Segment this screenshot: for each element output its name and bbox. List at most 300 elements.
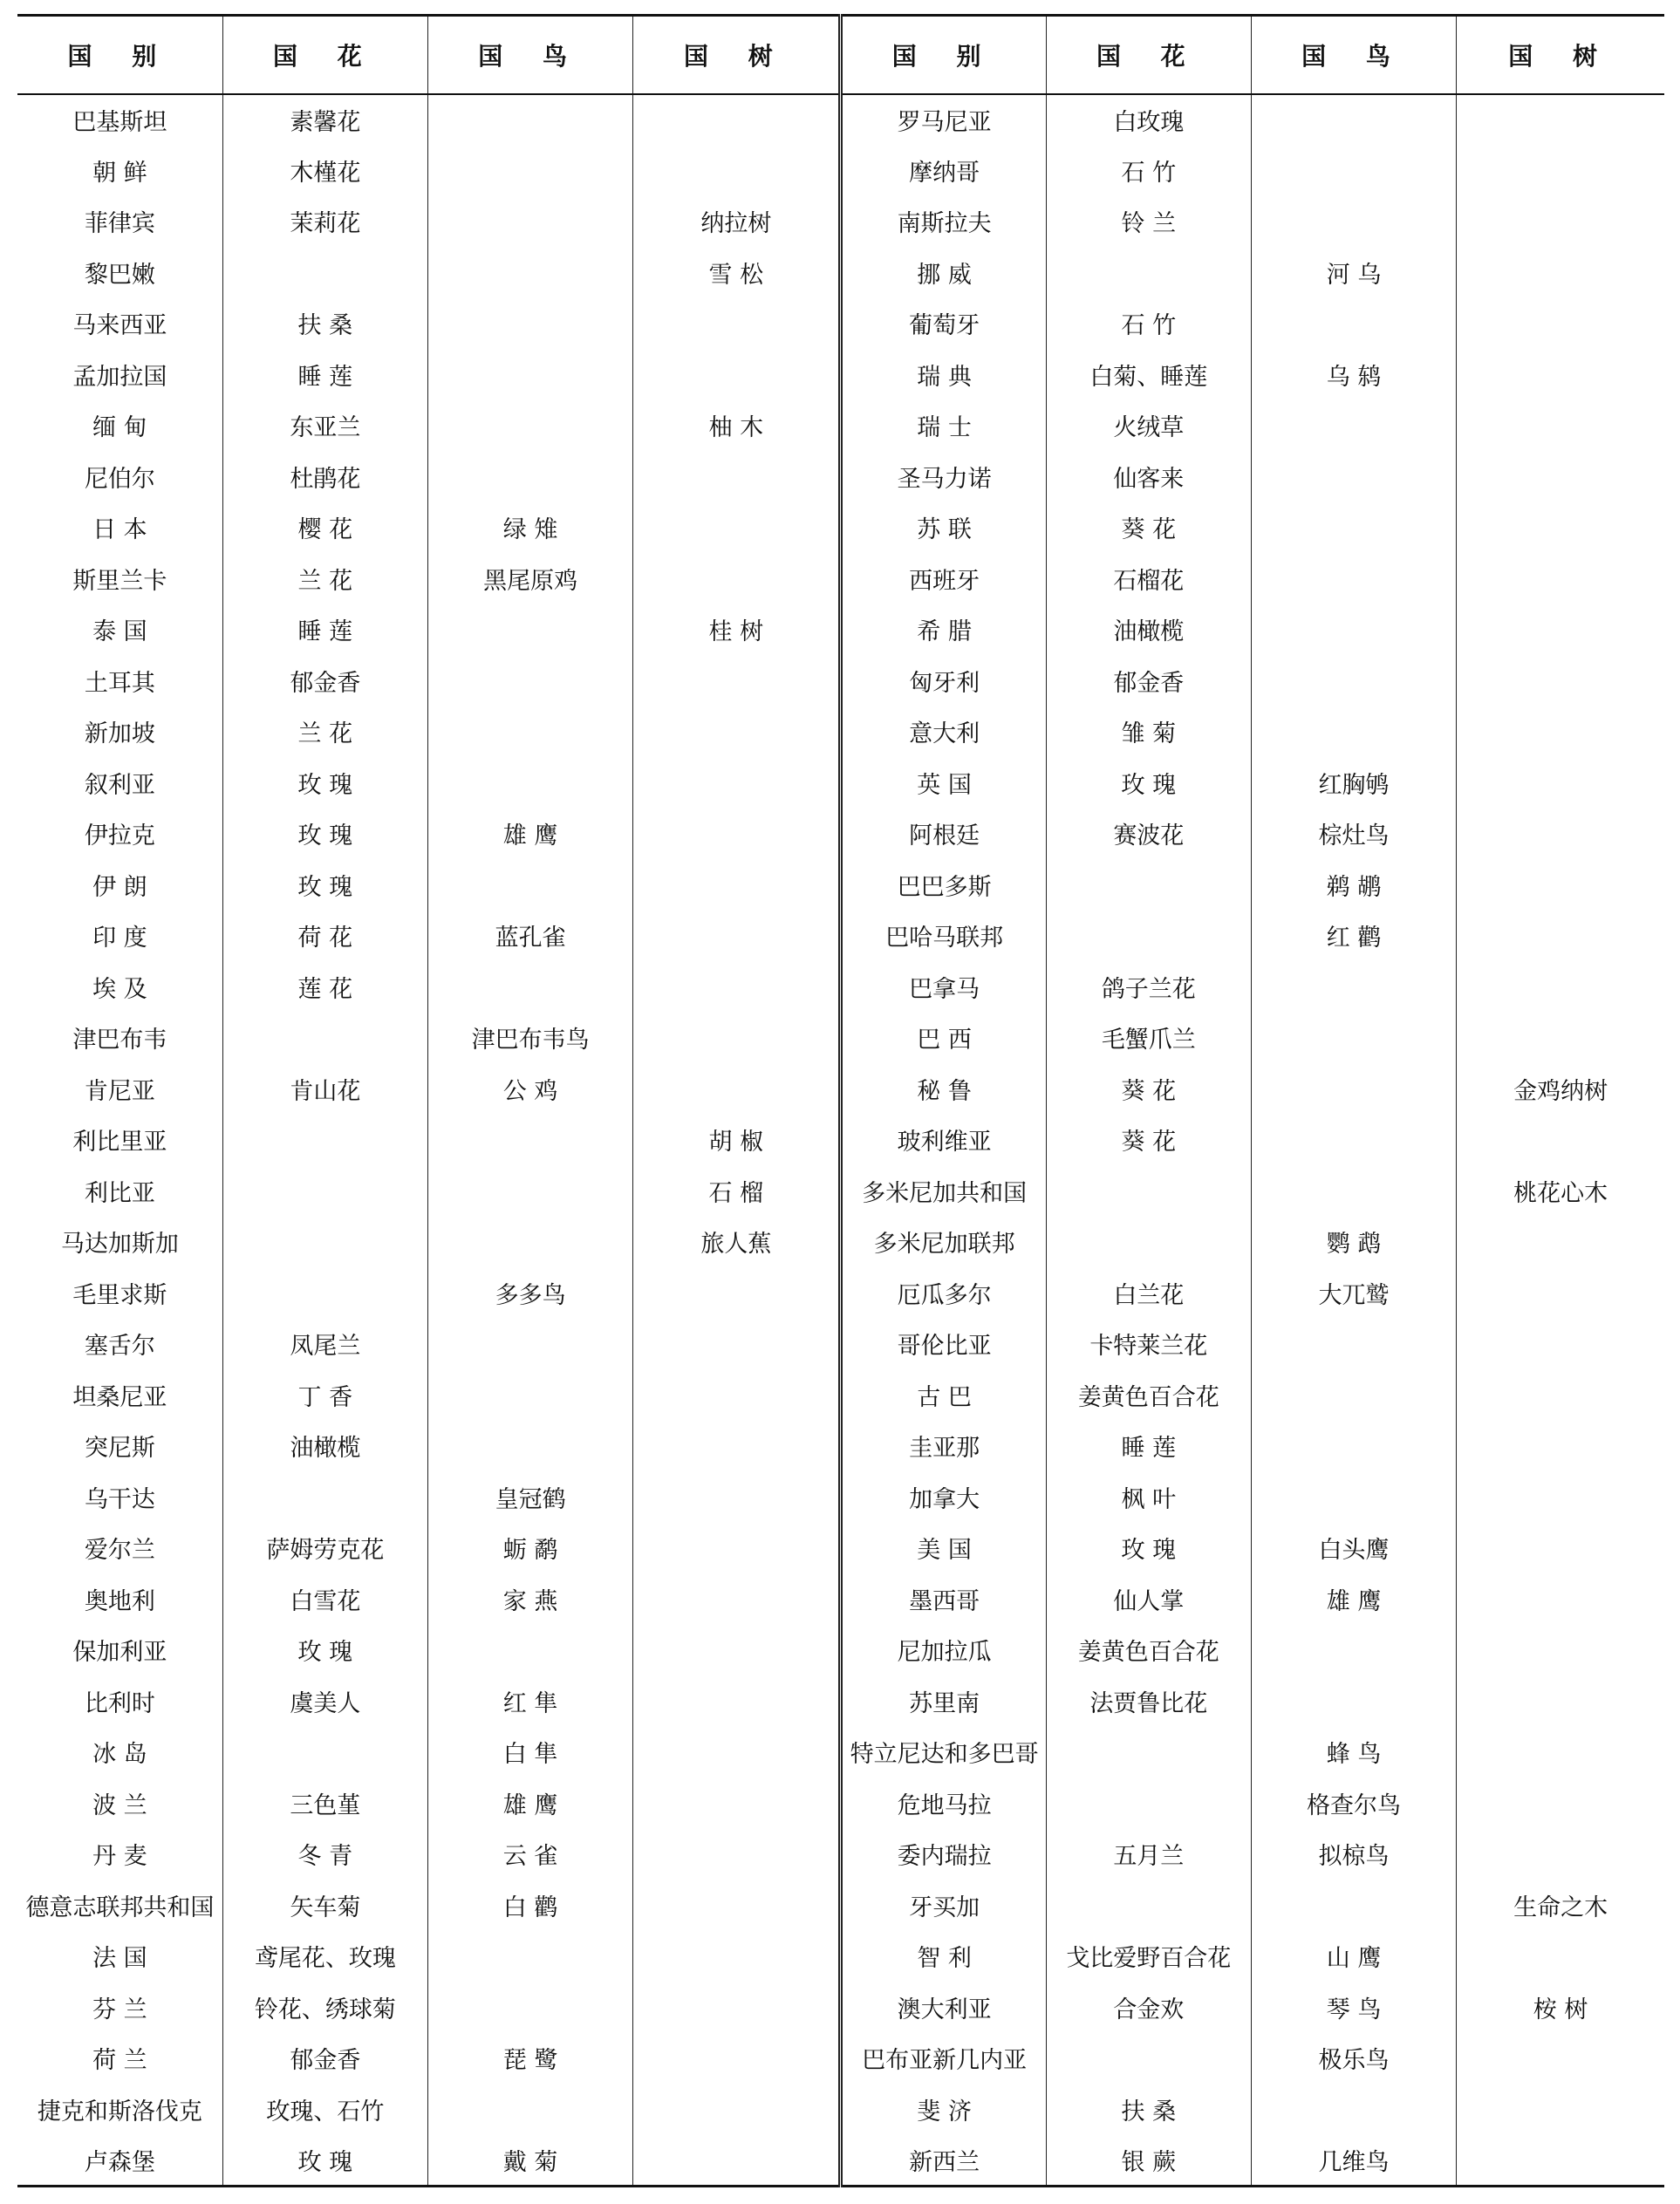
cell-bird-left: 白 隼 (427, 1727, 632, 1778)
table-row (17, 706, 1664, 758)
cell-flower-right: 火绒草 (1046, 400, 1251, 452)
table-row (17, 1880, 1664, 1931)
cell-flower-left (222, 1471, 427, 1523)
cell-flower-left: 郁金香 (222, 655, 427, 706)
cell-tree-left: 纳拉树 (633, 196, 841, 248)
table-row (17, 553, 1664, 604)
cell-flower-left: 莲 花 (222, 961, 427, 1013)
header-country-right: 国 别 (841, 16, 1046, 94)
table-row (17, 1675, 1664, 1727)
cell-tree-right (1457, 859, 1664, 911)
cell-bird-right (1251, 145, 1456, 196)
table-body (17, 94, 1664, 2187)
header-bird-left: 国 鸟 (427, 16, 632, 94)
cell-flower-right (1046, 1880, 1251, 1931)
cell-country-right: 新西兰 (841, 2135, 1046, 2187)
cell-tree-left (633, 1829, 841, 1880)
cell-tree-right (1457, 1829, 1664, 1880)
cell-country-right: 智 利 (841, 1931, 1046, 1982)
cell-bird-right: 几维鸟 (1251, 2135, 1456, 2187)
cell-flower-left: 睡 莲 (222, 604, 427, 656)
document-page (17, 14, 1664, 2187)
cell-bird-left: 白 鹳 (427, 1880, 632, 1931)
table-row (17, 400, 1664, 452)
cell-bird-left: 多多鸟 (427, 1267, 632, 1319)
cell-bird-left (427, 298, 632, 350)
cell-flower-left (222, 1727, 427, 1778)
cell-country-left: 奥地利 (84, 1587, 155, 1615)
cell-flower-left: 肯山花 (222, 1063, 427, 1115)
cell-country-right: 挪 威 (841, 247, 1046, 298)
table-row (17, 502, 1664, 554)
cell-bird-left: 绿 雉 (427, 502, 632, 554)
cell-bird-left: 云 雀 (427, 1829, 632, 1880)
cell-country-right: 希 腊 (841, 604, 1046, 656)
cell-tree-left (633, 1573, 841, 1625)
cell-flower-left (222, 247, 427, 298)
cell-country-right: 南斯拉夫 (841, 196, 1046, 248)
cell-flower-right: 毛蟹爪兰 (1046, 1013, 1251, 1064)
cell-country-left: 丹 麦 (92, 1843, 147, 1871)
table-row (17, 247, 1664, 298)
cell-flower-left: 玫 瑰 (222, 2135, 427, 2187)
cell-country-right: 圣马力诺 (841, 451, 1046, 502)
cell-tree-right (1457, 298, 1664, 350)
cell-flower-right: 合金欢 (1046, 1982, 1251, 2033)
cell-tree-left (633, 757, 841, 809)
cell-bird-right (1251, 1115, 1456, 1166)
cell-tree-right (1457, 604, 1664, 656)
cell-flower-left: 兰 花 (222, 553, 427, 604)
table-row (17, 1727, 1664, 1778)
cell-flower-left (222, 1165, 427, 1217)
cell-bird-left (427, 145, 632, 196)
header-bird-right: 国 鸟 (1251, 16, 1456, 94)
cell-tree-right (1457, 1778, 1664, 1829)
header-tree-right: 国 树 (1457, 16, 1664, 94)
cell-flower-right: 银 蕨 (1046, 2135, 1251, 2187)
cell-country-left: 荷 兰 (92, 2047, 147, 2075)
cell-tree-right (1457, 196, 1664, 248)
cell-bird-right: 拟椋鸟 (1251, 1829, 1456, 1880)
cell-bird-left (427, 1421, 632, 1472)
cell-country-left: 捷克和斯洛伐克 (37, 2098, 202, 2126)
cell-country-right: 委内瑞拉 (841, 1829, 1046, 1880)
cell-country-right: 牙买加 (841, 1880, 1046, 1931)
cell-bird-right: 红 鹳 (1251, 911, 1456, 962)
cell-bird-right (1251, 1165, 1456, 1217)
cell-tree-left (633, 1675, 841, 1727)
cell-bird-left (427, 706, 632, 758)
cell-flower-right: 玫 瑰 (1046, 757, 1251, 809)
cell-flower-right: 卡特莱兰花 (1046, 1319, 1251, 1370)
cell-flower-right: 油橄榄 (1046, 604, 1251, 656)
cell-country-right: 摩纳哥 (841, 145, 1046, 196)
cell-flower-left: 郁金香 (222, 2033, 427, 2085)
cell-bird-left (427, 1931, 632, 1982)
cell-bird-left: 津巴布韦鸟 (427, 1013, 632, 1064)
cell-country-right: 墨西哥 (841, 1573, 1046, 1625)
table-row (17, 961, 1664, 1013)
cell-bird-left: 蛎 鹬 (427, 1523, 632, 1574)
cell-flower-left: 白雪花 (222, 1573, 427, 1625)
cell-tree-left: 雪 松 (633, 247, 841, 298)
cell-tree-right: 桃花心木 (1457, 1165, 1664, 1217)
cell-country-left: 马达加斯加 (60, 1231, 179, 1259)
cell-flower-right: 睡 莲 (1046, 1421, 1251, 1472)
cell-bird-left (427, 961, 632, 1013)
cell-flower-right: 扶 桑 (1046, 2084, 1251, 2135)
cell-bird-left (427, 451, 632, 502)
table-row (17, 1523, 1664, 1574)
cell-country-right: 尼加拉瓜 (841, 1625, 1046, 1676)
cell-bird-left (427, 859, 632, 911)
cell-flower-right (1046, 1217, 1251, 1268)
cell-bird-left (427, 94, 632, 146)
cell-country-right: 玻利维亚 (841, 1115, 1046, 1166)
cell-tree-left: 石 榴 (633, 1165, 841, 1217)
cell-bird-right (1251, 1013, 1456, 1064)
cell-bird-right: 格查尔鸟 (1251, 1778, 1456, 1829)
cell-tree-left (633, 1523, 841, 1574)
cell-flower-left: 玫 瑰 (222, 809, 427, 860)
national-symbols-table (17, 14, 1664, 2187)
cell-tree-right (1457, 757, 1664, 809)
cell-tree-left (633, 349, 841, 400)
table-row (17, 757, 1664, 809)
cell-country-left: 爱尔兰 (84, 1537, 155, 1565)
cell-country-left: 黎巴嫩 (84, 261, 155, 289)
cell-bird-left: 红 隼 (427, 1675, 632, 1727)
cell-country-right: 阿根廷 (841, 809, 1046, 860)
cell-country-left: 津巴布韦 (72, 1027, 167, 1054)
cell-country-right: 古 巴 (841, 1369, 1046, 1421)
cell-country-left: 德意志联邦共和国 (25, 1894, 215, 1921)
cell-bird-left (427, 2084, 632, 2135)
cell-country-right: 苏里南 (841, 1675, 1046, 1727)
table-row (17, 196, 1664, 248)
cell-bird-right (1251, 1421, 1456, 1472)
table-row (17, 1115, 1664, 1166)
cell-flower-left: 三色堇 (222, 1778, 427, 1829)
cell-bird-left (427, 655, 632, 706)
cell-bird-right (1251, 553, 1456, 604)
cell-bird-right (1251, 961, 1456, 1013)
cell-flower-left: 玫 瑰 (222, 859, 427, 911)
cell-tree-left: 胡 椒 (633, 1115, 841, 1166)
cell-flower-right: 铃 兰 (1046, 196, 1251, 248)
cell-flower-left: 玫 瑰 (222, 1625, 427, 1676)
cell-tree-right (1457, 1115, 1664, 1166)
cell-tree-left (633, 1319, 841, 1370)
cell-flower-left: 丁 香 (222, 1369, 427, 1421)
cell-tree-left (633, 911, 841, 962)
cell-tree-left (633, 1625, 841, 1676)
cell-tree-right (1457, 349, 1664, 400)
cell-country-right: 意大利 (841, 706, 1046, 758)
cell-country-left: 利比亚 (84, 1179, 155, 1207)
cell-tree-right (1457, 2033, 1664, 2085)
cell-flower-left: 东亚兰 (222, 400, 427, 452)
cell-country-right: 葡萄牙 (841, 298, 1046, 350)
cell-country-left: 叙利亚 (84, 771, 155, 799)
cell-bird-right: 大兀鹫 (1251, 1267, 1456, 1319)
cell-flower-left (222, 1013, 427, 1064)
cell-flower-right: 姜黄色百合花 (1046, 1625, 1251, 1676)
cell-flower-right: 郁金香 (1046, 655, 1251, 706)
cell-bird-left (427, 400, 632, 452)
cell-country-right: 多米尼加联邦 (841, 1217, 1046, 1268)
cell-tree-left (633, 655, 841, 706)
cell-flower-right: 白菊、睡莲 (1046, 349, 1251, 400)
cell-tree-right (1457, 1625, 1664, 1676)
cell-tree-right (1457, 1573, 1664, 1625)
cell-tree-left (633, 451, 841, 502)
cell-country-right: 斐 济 (841, 2084, 1046, 2135)
cell-country-left: 芬 兰 (92, 1996, 147, 2023)
cell-flower-right (1046, 911, 1251, 962)
cell-flower-right: 白玫瑰 (1046, 94, 1251, 146)
cell-flower-right: 五月兰 (1046, 1829, 1251, 1880)
cell-country-left: 肯尼亚 (84, 1077, 155, 1105)
cell-country-left: 印 度 (92, 925, 147, 952)
cell-flower-left: 鸢尾花、玫瑰 (222, 1931, 427, 1982)
cell-tree-right (1457, 1421, 1664, 1472)
cell-flower-left: 矢车菊 (222, 1880, 427, 1931)
cell-tree-right (1457, 247, 1664, 298)
table-row (17, 1369, 1664, 1421)
cell-country-right: 美 国 (841, 1523, 1046, 1574)
cell-bird-right: 河 乌 (1251, 247, 1456, 298)
cell-tree-right (1457, 2084, 1664, 2135)
cell-bird-right (1251, 1063, 1456, 1115)
cell-flower-right (1046, 1165, 1251, 1217)
table-row (17, 298, 1664, 350)
cell-country-left: 比利时 (84, 1689, 155, 1717)
cell-bird-left: 公 鸡 (427, 1063, 632, 1115)
cell-country-right: 圭亚那 (841, 1421, 1046, 1472)
cell-country-left: 卢森堡 (17, 2135, 222, 2187)
cell-flower-left (222, 1115, 427, 1166)
cell-tree-right (1457, 911, 1664, 962)
cell-country-left: 孟加拉国 (72, 363, 167, 391)
cell-bird-right: 鹦 鹉 (1251, 1217, 1456, 1268)
table-row (17, 859, 1664, 911)
table-row (17, 94, 1664, 146)
cell-country-right: 哥伦比亚 (841, 1319, 1046, 1370)
cell-bird-right (1251, 2084, 1456, 2135)
cell-bird-left (427, 1982, 632, 2033)
cell-flower-right: 枫 叶 (1046, 1471, 1251, 1523)
table-row (17, 1013, 1664, 1064)
cell-flower-right: 仙客来 (1046, 451, 1251, 502)
cell-flower-right: 赛波花 (1046, 809, 1251, 860)
cell-flower-right (1046, 859, 1251, 911)
cell-flower-right (1046, 247, 1251, 298)
cell-flower-right (1046, 1727, 1251, 1778)
cell-country-left: 冰 岛 (92, 1741, 147, 1769)
table-row (17, 1267, 1664, 1319)
cell-tree-left (633, 2084, 841, 2135)
cell-bird-right: 蜂 鸟 (1251, 1727, 1456, 1778)
cell-country-right: 巴 西 (841, 1013, 1046, 1064)
cell-bird-right (1251, 706, 1456, 758)
cell-flower-left: 油橄榄 (222, 1421, 427, 1472)
cell-country-right: 厄瓜多尔 (841, 1267, 1046, 1319)
cell-bird-right: 白头鹰 (1251, 1523, 1456, 1574)
cell-bird-left (427, 604, 632, 656)
cell-bird-left (427, 1115, 632, 1166)
cell-tree-right (1457, 655, 1664, 706)
cell-bird-right (1251, 655, 1456, 706)
cell-flower-right: 石榴花 (1046, 553, 1251, 604)
table-row (17, 1982, 1664, 2033)
table-row (17, 1063, 1664, 1115)
cell-country-left: 塞舌尔 (84, 1333, 155, 1361)
cell-bird-right: 雄 鹰 (1251, 1573, 1456, 1625)
cell-tree-right (1457, 1013, 1664, 1064)
cell-bird-left: 雄 鹰 (427, 1778, 632, 1829)
header-row (17, 16, 1664, 94)
cell-bird-left (427, 1319, 632, 1370)
cell-tree-right (1457, 1369, 1664, 1421)
cell-country-left: 坦桑尼亚 (72, 1383, 167, 1411)
table-row (17, 2084, 1664, 2135)
table-header (17, 16, 1664, 94)
header-flower-right: 国 花 (1046, 16, 1251, 94)
cell-flower-right: 石 竹 (1046, 145, 1251, 196)
cell-tree-left (633, 961, 841, 1013)
cell-bird-right: 鹈 鹕 (1251, 859, 1456, 911)
cell-bird-left (427, 757, 632, 809)
cell-tree-left (633, 298, 841, 350)
cell-tree-left (633, 809, 841, 860)
cell-tree-right (1457, 2135, 1664, 2187)
cell-bird-left: 皇冠鹤 (427, 1471, 632, 1523)
cell-country-left: 马来西亚 (72, 312, 167, 340)
cell-flower-right: 姜黄色百合花 (1046, 1369, 1251, 1421)
cell-tree-left: 柚 木 (633, 400, 841, 452)
cell-bird-right (1251, 94, 1456, 146)
cell-tree-right (1457, 961, 1664, 1013)
cell-bird-right (1251, 1675, 1456, 1727)
cell-bird-right (1251, 604, 1456, 656)
cell-tree-right (1457, 1523, 1664, 1574)
cell-tree-left (633, 1880, 841, 1931)
cell-bird-right: 山 鹰 (1251, 1931, 1456, 1982)
cell-bird-right: 乌 鸫 (1251, 349, 1456, 400)
cell-flower-right: 葵 花 (1046, 1115, 1251, 1166)
cell-tree-left (633, 1471, 841, 1523)
cell-flower-right: 白兰花 (1046, 1267, 1251, 1319)
table-row (17, 2033, 1664, 2085)
cell-flower-left: 睡 莲 (222, 349, 427, 400)
cell-country-right: 匈牙利 (841, 655, 1046, 706)
cell-tree-right (1457, 1675, 1664, 1727)
cell-tree-left: 旅人蕉 (633, 1217, 841, 1268)
cell-flower-left: 荷 花 (222, 911, 427, 962)
table-row (17, 655, 1664, 706)
cell-bird-left (427, 1217, 632, 1268)
cell-country-right: 瑞 士 (841, 400, 1046, 452)
cell-tree-right (1457, 1931, 1664, 1982)
cell-bird-right (1251, 1319, 1456, 1370)
header-country-left: 国 别 (17, 16, 222, 94)
cell-country-left: 伊拉克 (84, 822, 155, 850)
cell-tree-left (633, 502, 841, 554)
cell-bird-right (1251, 1880, 1456, 1931)
cell-tree-left (633, 2135, 841, 2187)
cell-bird-left: 蓝孔雀 (427, 911, 632, 962)
table-row (17, 1778, 1664, 1829)
table-row (17, 1573, 1664, 1625)
table-row (17, 604, 1664, 656)
cell-flower-right: 葵 花 (1046, 502, 1251, 554)
cell-country-right: 多米尼加共和国 (841, 1165, 1046, 1217)
cell-bird-left (427, 1165, 632, 1217)
cell-bird-right: 棕灶鸟 (1251, 809, 1456, 860)
cell-tree-right: 生命之木 (1457, 1880, 1664, 1931)
cell-flower-right: 仙人掌 (1046, 1573, 1251, 1625)
cell-tree-left (633, 1778, 841, 1829)
cell-country-left: 毛里求斯 (72, 1281, 167, 1309)
table-row (17, 1217, 1664, 1268)
cell-country-left: 波 兰 (92, 1791, 147, 1819)
cell-flower-left: 萨姆劳克花 (222, 1523, 427, 1574)
cell-tree-left (633, 1267, 841, 1319)
cell-flower-left: 樱 花 (222, 502, 427, 554)
cell-tree-left: 桂 树 (633, 604, 841, 656)
cell-flower-left: 杜鹃花 (222, 451, 427, 502)
table-row (17, 1471, 1664, 1523)
cell-flower-left: 扶 桑 (222, 298, 427, 350)
cell-country-left: 保加利亚 (72, 1639, 167, 1667)
cell-tree-right (1457, 1727, 1664, 1778)
cell-bird-left: 雄 鹰 (427, 809, 632, 860)
table-row (17, 1829, 1664, 1880)
cell-country-left: 新加坡 (84, 720, 155, 748)
cell-flower-left: 凤尾兰 (222, 1319, 427, 1370)
cell-country-right: 巴巴多斯 (841, 859, 1046, 911)
cell-bird-left (427, 1625, 632, 1676)
table-row (17, 1165, 1664, 1217)
cell-bird-left (427, 247, 632, 298)
cell-country-left: 日 本 (92, 516, 147, 544)
table-row (17, 145, 1664, 196)
cell-tree-left (633, 859, 841, 911)
cell-country-right: 危地马拉 (841, 1778, 1046, 1829)
cell-tree-left (633, 94, 841, 146)
cell-country-right: 秘 鲁 (841, 1063, 1046, 1115)
cell-flower-left (222, 1267, 427, 1319)
cell-bird-right (1251, 451, 1456, 502)
cell-bird-right: 极乐鸟 (1251, 2033, 1456, 2085)
cell-flower-left (222, 1217, 427, 1268)
cell-tree-right (1457, 94, 1664, 146)
table-row (17, 451, 1664, 502)
cell-tree-right (1457, 1471, 1664, 1523)
cell-tree-right (1457, 706, 1664, 758)
cell-flower-right: 石 竹 (1046, 298, 1251, 350)
cell-flower-left: 冬 青 (222, 1829, 427, 1880)
cell-flower-left: 玫瑰、石竹 (222, 2084, 427, 2135)
cell-country-left: 法 国 (92, 1945, 147, 1973)
cell-tree-left (633, 1421, 841, 1472)
cell-country-right: 巴拿马 (841, 961, 1046, 1013)
cell-bird-right (1251, 400, 1456, 452)
cell-country-left: 菲律宾 (84, 210, 155, 238)
cell-tree-left (633, 553, 841, 604)
